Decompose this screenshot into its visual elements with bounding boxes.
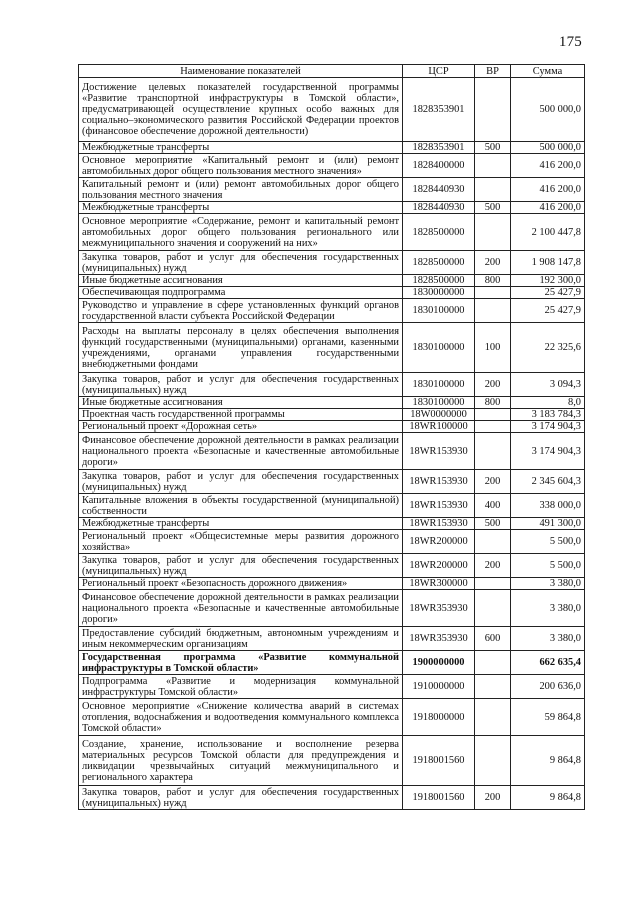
row-sum-cell: 491 300,0 (511, 518, 585, 530)
row-csr-cell: 1918000000 (403, 699, 475, 736)
row-sum-cell: 338 000,0 (511, 494, 585, 518)
table-row (79, 590, 585, 627)
row-csr-cell: 18WR353930 (403, 627, 475, 651)
row-vr-cell: 500 (475, 202, 511, 214)
row-csr-cell: 1918001560 (403, 786, 475, 810)
table-row (79, 433, 585, 470)
row-csr-cell: 1828440930 (403, 202, 475, 214)
row-name-cell: Государственная программа «Развитие коммунальной инфраструктуры в Томской области» (79, 651, 403, 675)
row-sum-cell: 3 380,0 (511, 590, 585, 627)
table-row (79, 786, 585, 810)
row-name-cell: Закупка товаров, работ и услуг для обеспечения государственных (муниципальных) нужд (79, 786, 403, 810)
table-row (79, 251, 585, 275)
table-row (79, 287, 585, 299)
row-sum-cell: 25 427,9 (511, 287, 585, 299)
row-sum-cell: 500 000,0 (511, 142, 585, 154)
row-csr-cell: 1918001560 (403, 736, 475, 786)
row-name-cell: Закупка товаров, работ и услуг для обеспечения государственных (муниципальных) нужд (79, 470, 403, 494)
header-sum: Сумма (511, 65, 585, 78)
table-row (79, 409, 585, 421)
row-sum-cell: 200 636,0 (511, 675, 585, 699)
row-name-cell: Капитальный ремонт и (или) ремонт автомобильных дорог общего пользования местного значения (79, 178, 403, 202)
row-vr-cell (475, 651, 511, 675)
row-csr-cell: 1910000000 (403, 675, 475, 699)
row-csr-cell: 1830100000 (403, 323, 475, 373)
row-csr-cell: 1830100000 (403, 299, 475, 323)
table-row (79, 627, 585, 651)
row-sum-cell: 662 635,4 (511, 651, 585, 675)
row-csr-cell: 18WR153930 (403, 433, 475, 470)
row-sum-cell: 25 427,9 (511, 299, 585, 323)
row-csr-cell: 1830000000 (403, 287, 475, 299)
row-vr-cell (475, 736, 511, 786)
row-sum-cell: 3 094,3 (511, 373, 585, 397)
row-vr-cell (475, 299, 511, 323)
row-sum-cell: 416 200,0 (511, 178, 585, 202)
row-sum-cell: 5 500,0 (511, 554, 585, 578)
table-row (79, 397, 585, 409)
row-name-cell: Основное мероприятие «Снижение количества аварий в системах отопления, водоснабжения и водоотведения коммунального комплекса Томской области» (79, 699, 403, 736)
table-row (79, 178, 585, 202)
table-row (79, 675, 585, 699)
row-csr-cell: 1828500000 (403, 275, 475, 287)
row-name-cell: Финансовое обеспечение дорожной деятельности в рамках реализации национального проекта «Безопасные и качественные автомобильные дороги» (79, 433, 403, 470)
row-sum-cell: 3 174 904,3 (511, 433, 585, 470)
row-vr-cell: 600 (475, 627, 511, 651)
row-name-cell: Подпрограмма «Развитие и модернизация коммунальной инфраструктуры Томской области» (79, 675, 403, 699)
row-sum-cell: 22 325,6 (511, 323, 585, 373)
row-vr-cell: 200 (475, 251, 511, 275)
row-sum-cell: 3 174 904,3 (511, 421, 585, 433)
table-row (79, 154, 585, 178)
row-csr-cell: 1900000000 (403, 651, 475, 675)
row-vr-cell: 200 (475, 786, 511, 810)
table-body (79, 78, 585, 810)
row-vr-cell: 200 (475, 470, 511, 494)
row-sum-cell: 9 864,8 (511, 786, 585, 810)
table-row (79, 421, 585, 433)
row-vr-cell: 800 (475, 397, 511, 409)
row-name-cell: Создание, хранение, использование и восполнение резерва материальных ресурсов Томской области для предупреждения и ликвидации чрезвычайных ситуаций межмуниципального и регионального характера (79, 736, 403, 786)
row-csr-cell: 1830100000 (403, 373, 475, 397)
row-sum-cell: 1 908 147,8 (511, 251, 585, 275)
row-sum-cell: 416 200,0 (511, 202, 585, 214)
table-row (79, 299, 585, 323)
table-row (79, 323, 585, 373)
table-row (79, 494, 585, 518)
row-sum-cell: 192 300,0 (511, 275, 585, 287)
row-name-cell: Межбюджетные трансферты (79, 142, 403, 154)
header-vr: ВР (475, 65, 511, 78)
row-csr-cell: 18W0000000 (403, 409, 475, 421)
row-name-cell: Капитальные вложения в объекты государственной (муниципальной) собственности (79, 494, 403, 518)
row-name-cell: Основное мероприятие «Содержание, ремонт и капитальный ремонт автомобильных дорог общего пользования регионального или межмуниципального значения и сооружений на них» (79, 214, 403, 251)
row-name-cell: Предоставление субсидий бюджетным, автономным учреждениям и иным некоммерческим организациям (79, 627, 403, 651)
row-name-cell: Региональный проект «Дорожная сеть» (79, 421, 403, 433)
row-csr-cell: 18WR153930 (403, 470, 475, 494)
row-csr-cell: 18WR353930 (403, 590, 475, 627)
table-row (79, 78, 585, 142)
row-sum-cell: 2 100 447,8 (511, 214, 585, 251)
row-vr-cell: 800 (475, 275, 511, 287)
row-vr-cell (475, 409, 511, 421)
row-vr-cell (475, 287, 511, 299)
header-csr: ЦСР (403, 65, 475, 78)
row-name-cell: Иные бюджетные ассигнования (79, 275, 403, 287)
row-csr-cell: 18WR153930 (403, 494, 475, 518)
table-row (79, 699, 585, 736)
row-sum-cell: 8,0 (511, 397, 585, 409)
row-vr-cell (475, 699, 511, 736)
row-csr-cell: 1828400000 (403, 154, 475, 178)
row-name-cell: Основное мероприятие «Капитальный ремонт и (или) ремонт автомобильных дорог общего пользования местного значения» (79, 154, 403, 178)
row-vr-cell (475, 675, 511, 699)
row-csr-cell: 18WR153930 (403, 518, 475, 530)
row-sum-cell: 500 000,0 (511, 78, 585, 142)
row-vr-cell (475, 530, 511, 554)
row-name-cell: Межбюджетные трансферты (79, 518, 403, 530)
row-vr-cell (475, 214, 511, 251)
table-row (79, 578, 585, 590)
row-vr-cell (475, 433, 511, 470)
row-name-cell: Закупка товаров, работ и услуг для обеспечения государственных (муниципальных) нужд (79, 373, 403, 397)
row-vr-cell: 100 (475, 323, 511, 373)
header-name: Наименование показателей (79, 65, 403, 78)
row-name-cell: Закупка товаров, работ и услуг для обеспечения государственных (муниципальных) нужд (79, 251, 403, 275)
row-csr-cell: 1828353901 (403, 142, 475, 154)
table-row (79, 214, 585, 251)
row-name-cell: Расходы на выплаты персоналу в целях обеспечения выполнения функций государственными (муниципальными) органами, казенными учреждениями, органами управления государственными внебюджетными фондами (79, 323, 403, 373)
row-csr-cell: 1828440930 (403, 178, 475, 202)
table-row (79, 275, 585, 287)
table-row (79, 530, 585, 554)
table-row (79, 470, 585, 494)
row-sum-cell: 2 345 604,3 (511, 470, 585, 494)
row-name-cell: Межбюджетные трансферты (79, 202, 403, 214)
row-name-cell: Иные бюджетные ассигнования (79, 397, 403, 409)
row-vr-cell: 400 (475, 494, 511, 518)
table-row (79, 554, 585, 578)
row-sum-cell: 3 183 784,3 (511, 409, 585, 421)
row-sum-cell: 9 864,8 (511, 736, 585, 786)
row-vr-cell: 500 (475, 142, 511, 154)
row-vr-cell (475, 78, 511, 142)
row-name-cell: Закупка товаров, работ и услуг для обеспечения государственных (муниципальных) нужд (79, 554, 403, 578)
row-vr-cell (475, 578, 511, 590)
row-name-cell: Финансовое обеспечение дорожной деятельности в рамках реализации национального проекта «Безопасные и качественные автомобильные дороги» (79, 590, 403, 627)
row-sum-cell: 5 500,0 (511, 530, 585, 554)
table-header-row (79, 65, 585, 78)
row-csr-cell: 18WR200000 (403, 554, 475, 578)
row-vr-cell: 200 (475, 554, 511, 578)
row-name-cell: Обеспечивающая подпрограмма (79, 287, 403, 299)
row-name-cell: Региональный проект «Безопасность дорожного движения» (79, 578, 403, 590)
row-vr-cell: 500 (475, 518, 511, 530)
row-csr-cell: 18WR200000 (403, 530, 475, 554)
row-csr-cell: 18WR300000 (403, 578, 475, 590)
table-row (79, 373, 585, 397)
row-vr-cell (475, 590, 511, 627)
row-name-cell: Проектная часть государственной программы (79, 409, 403, 421)
row-sum-cell: 3 380,0 (511, 578, 585, 590)
table-row (79, 518, 585, 530)
table-row (79, 142, 585, 154)
row-vr-cell: 200 (475, 373, 511, 397)
page-number: 175 (558, 34, 582, 50)
row-name-cell: Региональный проект «Общесистемные меры развития дорожного хозяйства» (79, 530, 403, 554)
table-row (79, 202, 585, 214)
row-csr-cell: 1828353901 (403, 78, 475, 142)
row-csr-cell: 1828500000 (403, 214, 475, 251)
row-name-cell: Руководство и управление в сфере установленных функций органов государственной власти субъекта Российской Федерации (79, 299, 403, 323)
row-csr-cell: 18WR100000 (403, 421, 475, 433)
table-row (79, 651, 585, 675)
row-csr-cell: 1830100000 (403, 397, 475, 409)
row-vr-cell (475, 178, 511, 202)
budget-table (78, 64, 585, 810)
row-name-cell: Достижение целевых показателей государственной программы «Развитие транспортной инфраструктуры в Томской области», предусматривающей осуществление крупных особо важных для социально–экономического развития Российской Федерации проектов (финансовое обеспечение дорожной деятельности) (79, 78, 403, 142)
row-sum-cell: 3 380,0 (511, 627, 585, 651)
row-vr-cell (475, 421, 511, 433)
row-vr-cell (475, 154, 511, 178)
row-sum-cell: 416 200,0 (511, 154, 585, 178)
row-sum-cell: 59 864,8 (511, 699, 585, 736)
row-csr-cell: 1828500000 (403, 251, 475, 275)
table-row (79, 736, 585, 786)
